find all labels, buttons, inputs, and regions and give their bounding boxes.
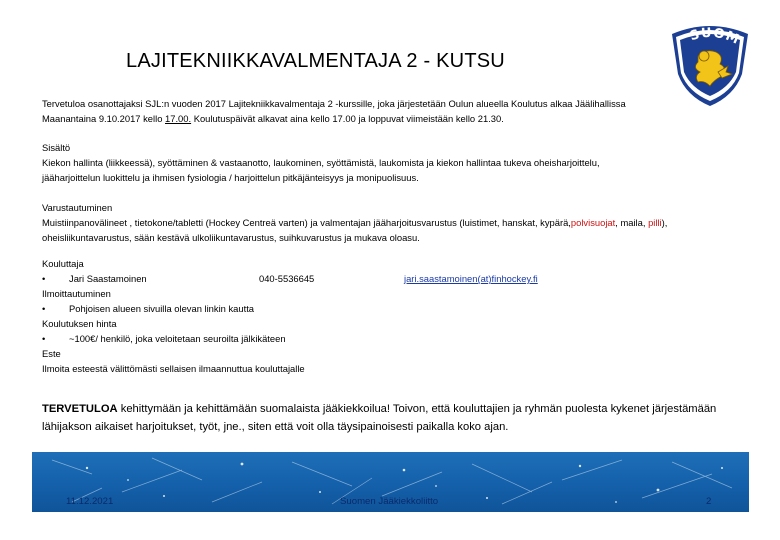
registration-row [42, 301, 305, 316]
lion-crest-icon [662, 20, 758, 110]
start-time: 17.00. [165, 113, 192, 124]
content-line-2: jääharjoittelun luokittelu ja ihmisen fysiologia / harjoittelun pitkäjänteisyys ja monipuolisuus. [42, 172, 419, 183]
trainer-row [42, 271, 538, 286]
equipment-line-2: oheisliikuntavarustus, sään kestävä ulkoliikuntavarustus, suihkuvarustus ja mukava oloasu. [42, 232, 420, 243]
trainer-heading: Kouluttaja [42, 258, 84, 269]
equipment-knee-pads: polvisuojat [570, 217, 616, 228]
page-title: LAJITEKNIIKKAVALMENTAJA 2 - KUTSU [126, 50, 505, 72]
intro-line-2 [42, 111, 626, 126]
closing-line-2: lähijakson aikaiset harjoitukset, työt, jne., siten että voit olla täysipainoisesti paikalla koko ajan. [42, 421, 509, 433]
intro-line-2-end: Koulutuspäivät alkavat aina kello 17.00 ja loppuvat viimeistään kello 21.30. [191, 113, 504, 124]
registration-text: Pohjoisen alueen sivuilla olevan linkin kautta [69, 303, 255, 314]
intro-line-2-start: Maanantaina 9.10.2017 kello [42, 113, 166, 124]
content-line-1: Kiekon hallinta (liikkeessä), syöttäminen & vastaanotto, laukominen, syöttämistä, laukomista ja kiekon hallintaa tukeva oheisharjoittelu, [42, 157, 600, 168]
equipment-heading: Varustautuminen [42, 202, 113, 213]
trainer-email-link[interactable]: jari.saastamoinen(at)finhockey.fi [404, 273, 538, 284]
footer-page-number: 2 [706, 496, 712, 507]
intro-paragraph [42, 96, 626, 126]
price-row [42, 331, 305, 346]
closing-paragraph [42, 400, 742, 436]
absence-text: Ilmoita esteestä välittömästi sellaisen ilmaannuttua kouluttajalle [42, 363, 305, 374]
content-heading: Sisältö [42, 142, 71, 153]
info-section [42, 256, 538, 376]
equipment-whistle: pilli [648, 217, 662, 228]
bullet: • [42, 273, 46, 284]
content-section [42, 140, 600, 185]
trainer-phone: 040-5536645 [259, 273, 315, 284]
logo-text: SUOM [688, 25, 742, 49]
price-heading: Koulutuksen hinta [42, 318, 117, 329]
absence-heading: Este [42, 348, 61, 359]
footer-org: Suomen Jääkiekkoliitto [340, 496, 439, 507]
bullet: • [42, 333, 46, 344]
suomi-logo [662, 20, 758, 110]
registration-heading: Ilmoittautuminen [42, 288, 111, 299]
equipment-section [42, 200, 667, 245]
welcome-bold: TERVETULOA [42, 403, 118, 415]
equipment-text-a: Muistiinpanovälineet , tietokone/tabletti (Hockey Centreä varten) ja valmentajan jääharjoitusvarustus (luistimet, hanskat, kypärä, [42, 217, 571, 228]
equipment-line-1 [42, 215, 667, 230]
intro-line-1: Tervetuloa osanottajaksi SJL:n vuoden 2017 Lajitekniikkavalmentaja 2 -kurssille, joka järjestetään Oulun alueella Koulutus alkaa Jäälihallissa [42, 98, 626, 109]
price-text: ~100€/ henkilö, joka veloitetaan seuroilta jälkikäteen [69, 333, 286, 344]
closing-line-1 [42, 400, 742, 418]
equipment-text-b: , maila, [615, 217, 649, 228]
equipment-text-c: ), [661, 217, 668, 228]
footer-date: 11.12.2021 [66, 496, 114, 507]
trainer-name: Jari Saastamoinen [69, 273, 147, 284]
bullet: • [42, 303, 46, 314]
closing-text-1: kehittymään ja kehittämään suomalaista jääkiekkoilua! Toivon, että kouluttajien ja ryhmän puolesta kykenet järjestämään [117, 403, 717, 415]
